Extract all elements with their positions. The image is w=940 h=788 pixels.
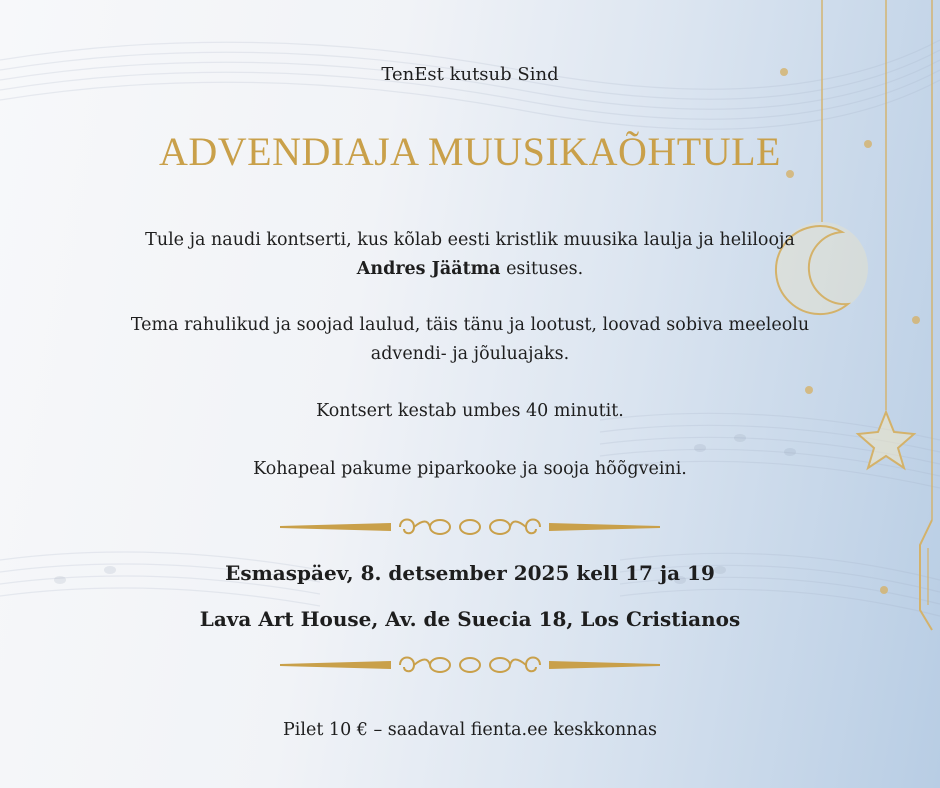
invite-line: TenEst kutsub Sind <box>381 64 559 85</box>
intro-line-2 <box>0 255 940 284</box>
intro-paragraph <box>0 226 940 284</box>
ticket-info: Pilet 10 € – saadaval fienta.ee keskkonnas <box>283 720 657 740</box>
intro-line-1: Tule ja naudi kontserti, kus kõlab eesti kristlik muusika laulja ja helilooja <box>145 230 795 250</box>
description-paragraph <box>0 311 940 369</box>
event-date: Esmaspäev, 8. detsember 2025 kell 17 ja 19 <box>225 561 715 585</box>
ornament-divider-icon <box>280 650 660 680</box>
event-venue: Lava Art House, Av. de Suecia 18, Los Cristianos <box>199 607 741 631</box>
ornament-divider-icon <box>280 512 660 542</box>
description-line-1: Tema rahulikud ja soojad laulud, täis tänu ja lootust, loovad sobiva meeleolu <box>130 315 810 335</box>
page-title: ADVENDIAJA MUUSIKAÕHTULE <box>159 129 781 174</box>
duration-text: Kontsert kestab umbes 40 minutit. <box>316 401 624 421</box>
intro-line-2-rest: esituses. <box>500 259 584 279</box>
performer-name: Andres Jäätma <box>356 259 501 279</box>
description-line-2: advendi- ja jõuluajaks. <box>370 344 570 364</box>
refreshments-text: Kohapeal pakume piparkooke ja sooja hõõgveini. <box>253 459 687 479</box>
